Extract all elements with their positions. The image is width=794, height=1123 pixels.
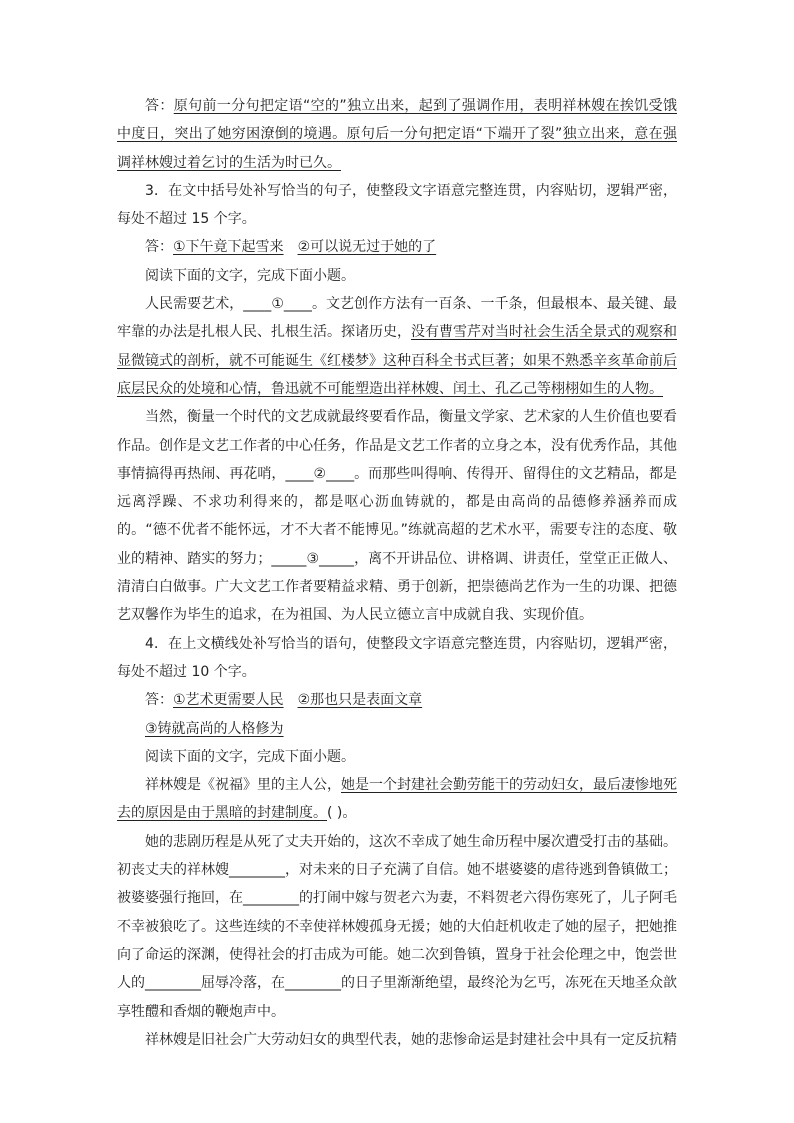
text-run: 。文艺创作方法有一百条、一千条，但最根本、最关键、最牢靠的办法是扎根人民、扎根生活。探诸历史， — [117, 296, 678, 341]
passage3-paragraph-1 — [117, 771, 677, 828]
answer-spacer — [284, 686, 298, 714]
q3-answer — [117, 233, 677, 261]
q2-answer — [117, 92, 677, 177]
blank-2: ____②____ — [285, 465, 355, 482]
q4-answer-2: ②那也只是表面文章 — [297, 692, 423, 709]
q4-question: 4．在上文横线处补写恰当的语句，使整段文字语意完整连贯，内容贴切，逻辑严密，每处不超过 10 个字。 — [117, 635, 677, 680]
passage3-intro: 阅读下面的文字，完成下面小题。 — [145, 748, 355, 765]
text-run: 。而那些叫得响、传得开、留得住的文艺精品，都是远离浮躁、不求功利得来的，都是呕心沥血铸就的，都是由高尚的品德修养涵养而成的。“德不优者不能怀远，才不大者不能博见。”练就高超的艺术水平，需要专注的态度、敬业的精神、踏实的努力； — [117, 465, 678, 567]
passage2-intro: 阅读下面的文字，完成下面小题。 — [145, 267, 355, 284]
answer-spacer — [284, 233, 298, 261]
answer-label: 答： — [145, 692, 173, 709]
blank-1: ____①____ — [243, 296, 312, 313]
document-page — [117, 92, 677, 1054]
q4-answer-1: ①艺术更需要人民 — [173, 692, 284, 709]
text-run: ，离不开讲品位、讲格调、讲责任，堂堂正正做人、清清白白做事。广大文艺工作者要精益求精、勇于创新，把崇德尚艺作为一生的功课、把德艺双馨作为毕生的追求，在为祖国、为人民立德立言中成就自我、实现价值。 — [117, 550, 678, 624]
passage2-paragraph-1 — [117, 290, 677, 403]
passage2-paragraph-2 — [117, 403, 677, 629]
q4-answer — [117, 686, 677, 714]
underlined-sentence: 她是一个封建社会勤劳能干的劳动妇女，最后凄惨地死去的原因是由于黑暗的封建制度。 — [117, 777, 677, 822]
bracket-blank: ( )。 — [327, 805, 357, 822]
passage3-paragraph-2: 她的悲剧历程是从死了丈夫开始的，这次不幸成了她生命历程中屡次遭受打击的基础。初丧丈夫的祥林嫂________，对未来的日子充满了自信。她不堪婆婆的虐待逃到鲁镇做工；被婆婆强行拖回，在________的打闹中嫁与贺老六为妻，不料贺老六得伤寒死了，儿子阿毛不幸被狼吃了。这些连续的不幸使祥林嫂孤身无援；她的大伯赶机收走了她的屋子，把她推向了命运的深渊，使得社会的打击成为可能。她二次到鲁镇，置身于社会伦理之中，饱尝世人的________屈辱冷落，在________的日子里渐渐绝望，最终沦为乞丐，冻死在天地圣众歆享牲醴和香烟的鞭炮声中。 — [117, 833, 677, 1020]
text-run: 祥林嫂是《祝福》里的主人公， — [145, 777, 341, 794]
answer-label: 答： — [145, 98, 174, 114]
text-run: 人民需要艺术， — [145, 296, 244, 313]
q3-answer-2: ②可以说无过于她的了 — [297, 239, 437, 256]
passage3-paragraph-3: 祥林嫂是旧社会广大劳动妇女的典型代表，她的悲惨命运是封建社会中具有一定反抗精 — [145, 1031, 677, 1048]
q4-answer-3: ③铸就高尚的人格修为 — [145, 720, 284, 737]
answer-label: 答： — [145, 239, 173, 256]
q3-answer-1: ①下午竟下起雪来 — [173, 239, 284, 256]
q4-answer-line-2 — [117, 715, 677, 743]
text-run: 当然，衡量一个时代的文艺成就最终要看作品，衡量文学家、艺术家的人生价值也要看作品。创作是文艺工作者的中心任务，作品是文艺工作者的立身之本，没有优秀作品，其他事情搞得再热闹、再花哨， — [117, 409, 677, 482]
blank-3: _____③_____ — [271, 550, 355, 567]
q2-answer-text: 原句前一分句把定语“空的”独立出来，起到了强调作用，表明祥林嫂在挨饥受饿中度日，突出了她穷困潦倒的境遇。原句后一分句把定语“下端开了裂”独立出来，意在强调祥林嫂过着乞讨的生活为时已久。 — [117, 98, 677, 171]
q3-question: 3．在文中括号处补写恰当的句子，使整段文字语意完整连贯，内容贴切，逻辑严密，每处不超过 15 个字。 — [117, 182, 677, 228]
underlined-sentence: 没有曹雪芹对当时社会生活全景式的观察和显微镜式的剖析，就不可能诞生《红楼梦》这种百科全书式巨著；如果不熟悉辛亥革命前后底层民众的处境和心情，鲁迅就不可能塑造出祥林嫂、闰土、孔乙己等栩栩如生的人物。 — [117, 324, 677, 397]
